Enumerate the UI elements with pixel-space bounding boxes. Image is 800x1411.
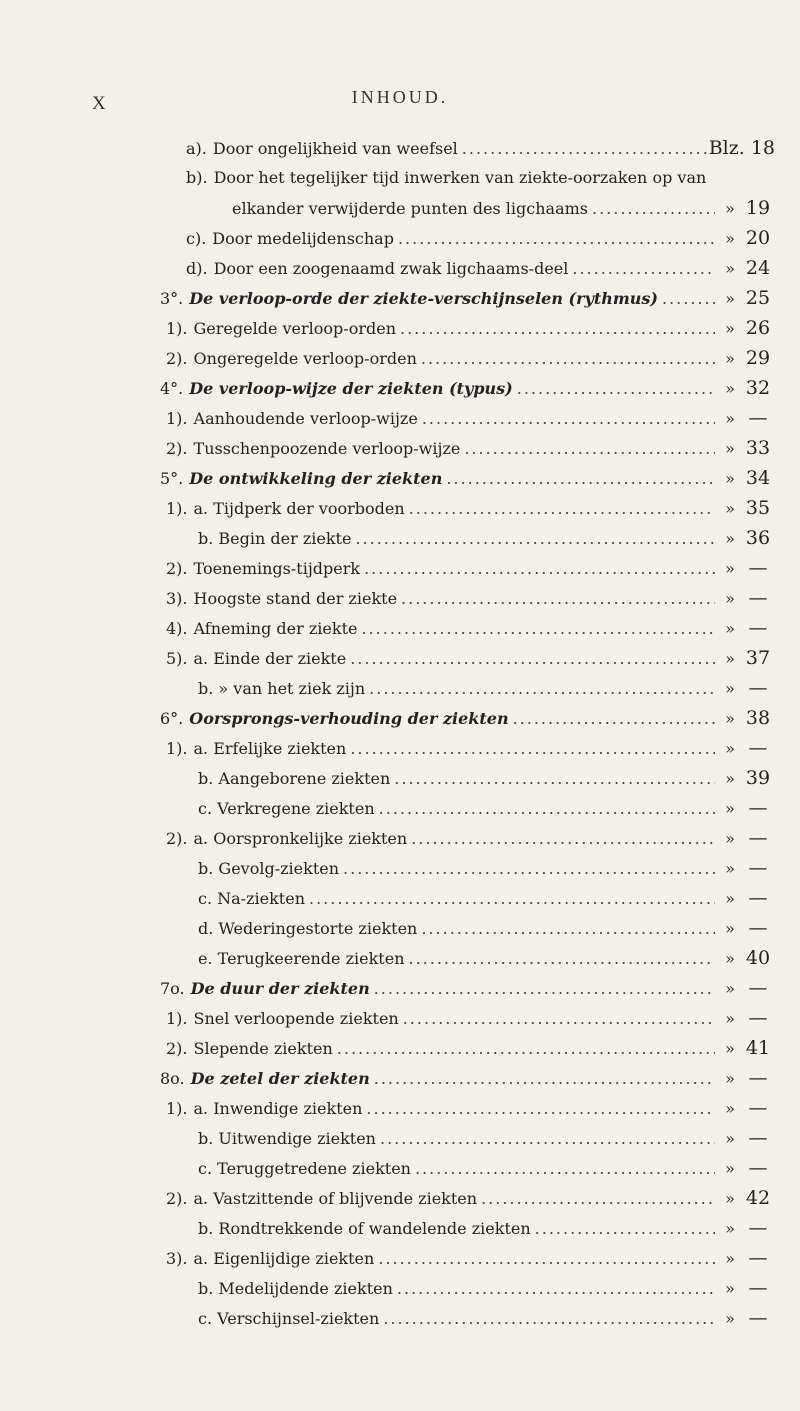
toc-entry-title: Ongeregelde verloop-orden [193, 349, 417, 368]
toc-entry [198, 943, 775, 973]
toc-entry-label [166, 734, 346, 764]
page-header: INHOUD. [351, 87, 449, 107]
toc-entry-title: De zetel der ziekten [190, 1069, 370, 1088]
ditto-mark: » [725, 649, 735, 668]
toc-entry-number: 2). [166, 1039, 188, 1058]
toc-entry [186, 133, 775, 163]
dot-leader [350, 644, 715, 674]
toc-entry-label [160, 1064, 370, 1094]
page-number: 26 [745, 317, 771, 339]
ditto-mark: » [725, 1069, 735, 1088]
toc-entry-title: b. » van het ziek zijn [198, 679, 366, 698]
toc-entry-label [198, 914, 417, 944]
page-number: 40 [745, 947, 771, 969]
toc-entry-label [198, 884, 305, 914]
toc-entry-title: c. Na-ziekten [198, 889, 305, 908]
toc-entry [198, 1123, 775, 1153]
toc-entry-number: 6°. [160, 709, 184, 728]
toc-entry-title: e. Terugkeerende ziekten [198, 949, 405, 968]
page-number: — [748, 1097, 768, 1119]
page-number: 38 [745, 707, 771, 729]
dot-leader [517, 374, 715, 404]
toc-entry-label [166, 494, 405, 524]
toc-entry-title: Aanhoudende verloop-wijze [193, 409, 418, 428]
ditto-mark: » [725, 229, 735, 248]
page-number: — [748, 887, 768, 909]
toc-entry-number: 1). [166, 739, 188, 758]
toc-entry-label [186, 254, 568, 284]
ditto-mark: » [725, 889, 735, 908]
toc-entry-label [198, 674, 365, 704]
toc-entry-title: Door ongelijkheid van weefsel [212, 139, 458, 158]
toc-entry-label [166, 1004, 399, 1034]
toc-entry-title: Door medelijdenschap [212, 229, 394, 248]
page-number: — [748, 677, 768, 699]
page-number: 37 [745, 647, 771, 669]
toc-entry-label [166, 1034, 333, 1064]
toc-entry-number: 1). [166, 409, 188, 428]
toc-entry [198, 763, 775, 793]
page-number: — [748, 1277, 768, 1299]
toc-entry [198, 883, 775, 913]
toc-entry [166, 1243, 775, 1273]
toc-entry-label [166, 344, 417, 374]
page-number: 39 [745, 767, 771, 789]
dot-leader [350, 734, 715, 764]
page-number: 29 [745, 347, 771, 369]
toc-entry-title: a. Inwendige ziekten [193, 1099, 363, 1118]
toc-entry-title: a. Tijdperk der voorboden [193, 499, 405, 518]
dot-leader [366, 1094, 715, 1124]
toc-entry-label [198, 1304, 379, 1334]
ditto-mark: » [725, 919, 735, 938]
toc-entry-number: d). [186, 259, 208, 278]
toc-entry-title: c. Verkregene ziekten [198, 799, 375, 818]
page-number: 34 [745, 467, 771, 489]
ditto-mark: » [725, 829, 735, 848]
page-number: — [748, 1307, 768, 1329]
toc-entry [166, 733, 775, 763]
page-number: — [748, 1007, 768, 1029]
toc-entry-title: b. Medelijdende ziekten [198, 1279, 393, 1298]
toc-entry-label [166, 584, 397, 614]
toc-entry-title: b. Aangeborene ziekten [198, 769, 391, 788]
dot-leader [355, 524, 715, 554]
ditto-mark: » [725, 379, 735, 398]
toc-entry-title: a. Einde der ziekte [193, 649, 347, 668]
toc-entry [166, 643, 775, 673]
toc-entry-title: Afneming der ziekte [193, 619, 358, 638]
toc-entry [186, 163, 775, 193]
dot-leader [464, 434, 715, 464]
page-number: — [748, 857, 768, 879]
page-number: — [748, 737, 768, 759]
ditto-mark: » [725, 409, 735, 428]
dot-leader [411, 824, 715, 854]
toc-entry-label [166, 314, 396, 344]
toc-entry-label [166, 554, 360, 584]
toc-entry-title: Hoogste stand der ziekte [193, 589, 398, 608]
toc-entry-title: De verloop-orde der ziekte-verschijnselen (rythmus) [189, 289, 658, 308]
toc-entry-label [160, 464, 442, 494]
toc-entry-title: Oorsprongs-verhouding der ziekten [189, 709, 509, 728]
dot-leader [361, 614, 715, 644]
page-number: 36 [745, 527, 771, 549]
ditto-mark: » [725, 1039, 735, 1058]
toc-entry-title: elkander verwijderde punten des ligchaams [232, 199, 589, 218]
toc-entry [166, 823, 775, 853]
ditto-mark: » [725, 469, 735, 488]
page-number: — [748, 1127, 768, 1149]
page-number: — [748, 1217, 768, 1239]
dot-leader [379, 794, 715, 824]
toc-entry-number: b). [186, 168, 208, 187]
toc-entry-number: 5). [166, 649, 188, 668]
ditto-mark: » [725, 739, 735, 758]
toc-entry [160, 973, 775, 1003]
ditto-mark: » [725, 799, 735, 818]
toc-entry-number: 2). [166, 439, 188, 458]
dot-leader [422, 404, 715, 434]
toc-entry-label [186, 163, 706, 193]
dot-leader [383, 1304, 715, 1334]
toc-entry [166, 493, 775, 523]
toc-entry [160, 1063, 775, 1093]
toc-entry-title: d. Wederingestorte ziekten [198, 919, 418, 938]
toc-entry [198, 913, 775, 943]
ditto-mark: » [725, 979, 735, 998]
page-number: 33 [745, 437, 771, 459]
page-number: 35 [745, 497, 771, 519]
toc-entry-label [166, 824, 407, 854]
dot-leader [403, 1004, 715, 1034]
page-number: 42 [745, 1187, 771, 1209]
toc-entry [166, 613, 775, 643]
toc-entry-label [166, 614, 357, 644]
page-number: — [748, 587, 768, 609]
toc-entry-title: c. Verschijnsel-ziekten [198, 1309, 380, 1328]
toc-entry-number: 4°. [160, 379, 184, 398]
page-number: — [748, 917, 768, 939]
toc-entry-number: 7o. [160, 979, 185, 998]
toc-entry [198, 1153, 775, 1183]
page-number: 19 [745, 197, 771, 219]
toc-entry-label [166, 404, 418, 434]
dot-leader [409, 494, 715, 524]
toc-entry-title: c. Teruggetredene ziekten [198, 1159, 411, 1178]
toc-entry-number: a). [186, 139, 207, 158]
toc-entry [160, 373, 775, 403]
page-number: 32 [745, 377, 771, 399]
toc-entry-label [232, 194, 588, 224]
ditto-mark: » [725, 589, 735, 608]
toc-entry [198, 523, 775, 553]
ditto-mark: » [725, 619, 735, 638]
toc-entry-label [166, 1094, 362, 1124]
dot-leader [662, 284, 715, 314]
ditto-mark: » [725, 1189, 735, 1208]
dot-leader [400, 314, 715, 344]
toc-entry [160, 463, 775, 493]
dot-leader [374, 1064, 715, 1094]
toc-entry-title: b. Uitwendige ziekten [198, 1129, 376, 1148]
toc-entry-number: 2). [166, 1189, 188, 1208]
toc-entry [166, 553, 775, 583]
toc-entry-title: Slepende ziekten [193, 1039, 333, 1058]
dot-leader [309, 884, 715, 914]
dot-leader [421, 914, 715, 944]
toc-entry [198, 673, 775, 703]
dot-leader [415, 1154, 715, 1184]
toc-entry-title: Toenemings-tijdperk [193, 559, 361, 578]
dot-leader [374, 974, 715, 1004]
toc-entry-label [198, 1154, 411, 1184]
toc-entry-label [198, 854, 339, 884]
toc-entry-number: 1). [166, 319, 188, 338]
toc-entry [166, 1033, 775, 1063]
toc-entry [198, 853, 775, 883]
toc-entry-title: Door een zoogenaamd zwak ligchaams-deel [213, 259, 569, 278]
toc-entry [186, 223, 775, 253]
toc-entry-title: b. Gevolg-ziekten [198, 859, 340, 878]
toc-entry-number: 2). [166, 829, 188, 848]
toc-entry-title: De verloop-wijze der ziekten (typus) [189, 379, 513, 398]
toc-entry-number: c). [186, 229, 207, 248]
toc-entry-label [198, 764, 390, 794]
toc-entry [160, 283, 775, 313]
toc-entry-label [198, 1274, 393, 1304]
page-number: 41 [745, 1037, 771, 1059]
toc-entry-title: b. Begin der ziekte [198, 529, 352, 548]
ditto-mark: » [725, 859, 735, 878]
toc-entry-number: 1). [166, 1099, 188, 1118]
toc-entry [198, 793, 775, 823]
toc-entry-label [198, 524, 351, 554]
dot-leader [378, 1244, 715, 1274]
toc-entry-label [166, 1184, 477, 1214]
toc-entry-title: a. Oorspronkelijke ziekten [193, 829, 408, 848]
ditto-mark: » [725, 1129, 735, 1148]
toc-entry-label [186, 224, 394, 254]
toc-entry-label [166, 644, 346, 674]
toc-entry [166, 1093, 775, 1123]
toc-entry [166, 403, 775, 433]
page-number: 20 [745, 227, 771, 249]
toc-entry-number: 1). [166, 499, 188, 518]
toc-entry-number: 2). [166, 559, 188, 578]
ditto-mark: » [725, 529, 735, 548]
ditto-mark: » [725, 709, 735, 728]
ditto-mark: » [725, 499, 735, 518]
toc-entry-title: De ontwikkeling der ziekten [189, 469, 443, 488]
dot-leader [535, 1214, 715, 1244]
toc-entry [166, 343, 775, 373]
toc-entry [166, 1183, 775, 1213]
ditto-mark: » [725, 1159, 735, 1178]
toc-entry [186, 253, 775, 283]
toc-entry [166, 313, 775, 343]
toc-entry-title: Snel verloopende ziekten [193, 1009, 399, 1028]
toc-entry [166, 583, 775, 613]
ditto-mark: » [725, 1249, 735, 1268]
dot-leader [380, 1124, 715, 1154]
page-number: 24 [745, 257, 771, 279]
dot-leader [572, 254, 715, 284]
toc-entry [166, 1003, 775, 1033]
ditto-mark: » [725, 679, 735, 698]
dot-leader [397, 1274, 715, 1304]
toc-entry-number: 8o. [160, 1069, 185, 1088]
toc-entry-label [160, 284, 658, 314]
toc-entry-number: 3). [166, 589, 188, 608]
ditto-mark: » [725, 349, 735, 368]
page-number: — [748, 407, 768, 429]
dot-leader [401, 584, 715, 614]
dot-leader [462, 134, 715, 164]
toc-entry [160, 703, 775, 733]
page-number: Blz. 18 [708, 137, 775, 159]
toc-entry-label [198, 1214, 531, 1244]
toc-entry-title: Door het tegelijker tijd inwerken van ziekte-oorzaken op van [213, 168, 707, 187]
toc-entry [198, 1303, 775, 1333]
dot-leader [337, 1034, 715, 1064]
toc-entry [166, 433, 775, 463]
page-number: — [748, 1157, 768, 1179]
ditto-mark: » [725, 1099, 735, 1118]
dot-leader [481, 1184, 715, 1214]
dot-leader [421, 344, 715, 374]
ditto-mark: » [725, 259, 735, 278]
toc-entry-number: 4). [166, 619, 188, 638]
dot-leader [364, 554, 715, 584]
toc-entry-label [160, 704, 509, 734]
dot-leader [592, 194, 715, 224]
ditto-mark: » [725, 439, 735, 458]
toc-entry-label [198, 1124, 376, 1154]
toc-entry-number: 3). [166, 1249, 188, 1268]
page-number: — [748, 557, 768, 579]
toc-entry-label [160, 374, 513, 404]
ditto-mark: » [725, 1309, 735, 1328]
dot-leader [446, 464, 715, 494]
dot-leader [398, 224, 715, 254]
toc-entry-title: b. Rondtrekkende of wandelende ziekten [198, 1219, 531, 1238]
toc-entry-title: Geregelde verloop-orden [193, 319, 396, 338]
toc-entry-label [166, 434, 460, 464]
toc-entry-title: a. Eigenlijdige ziekten [193, 1249, 375, 1268]
toc-entry-label [186, 134, 458, 164]
page-number: 25 [745, 287, 771, 309]
toc-entry-number: 5°. [160, 469, 184, 488]
toc-entry-label [166, 1244, 374, 1274]
toc-entry-title: De duur der ziekten [190, 979, 370, 998]
ditto-mark: » [725, 769, 735, 788]
dot-leader [394, 764, 715, 794]
toc-entry-label [198, 794, 375, 824]
ditto-mark: » [725, 199, 735, 218]
ditto-mark: » [725, 1009, 735, 1028]
page-number: — [748, 797, 768, 819]
toc-entry-number: 1). [166, 1009, 188, 1028]
ditto-mark: » [725, 289, 735, 308]
toc-entry [198, 1273, 775, 1303]
dot-leader [343, 854, 715, 884]
toc-entry-label [160, 974, 370, 1004]
toc-entry [232, 193, 775, 223]
page-number: — [748, 1247, 768, 1269]
corner-mark: X [92, 93, 106, 114]
page-number: — [748, 1067, 768, 1089]
toc-entry-number: 2). [166, 349, 188, 368]
ditto-mark: » [725, 559, 735, 578]
toc-entry [198, 1213, 775, 1243]
page-number: — [748, 977, 768, 999]
dot-leader [409, 944, 716, 974]
ditto-mark: » [725, 1219, 735, 1238]
toc-entry-title: a. Erfelijke ziekten [193, 739, 347, 758]
page-number: — [748, 617, 768, 639]
page-number: — [748, 827, 768, 849]
toc-entry-label [198, 944, 405, 974]
toc-entry-number: 3°. [160, 289, 184, 308]
toc-entry-title: Tusschenpoozende verloop-wijze [193, 439, 461, 458]
dot-leader [369, 674, 715, 704]
dot-leader [513, 704, 715, 734]
toc-entry-title: a. Vastzittende of blijvende ziekten [193, 1189, 478, 1208]
ditto-mark: » [725, 319, 735, 338]
ditto-mark: » [725, 949, 735, 968]
ditto-mark: » [725, 1279, 735, 1298]
